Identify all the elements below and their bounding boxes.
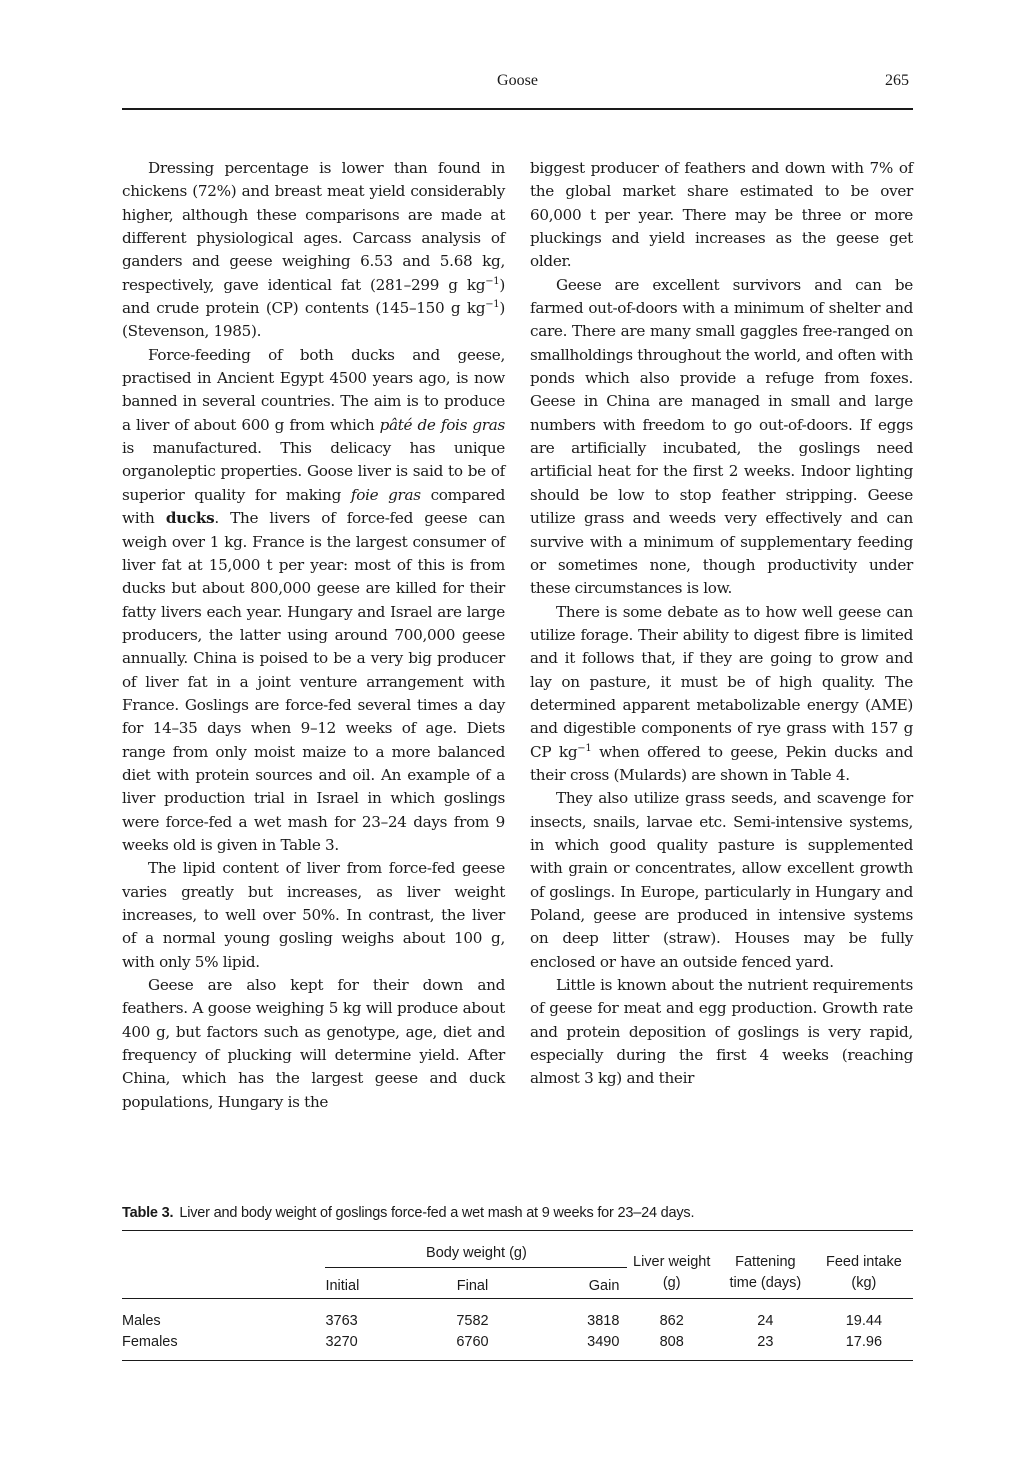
- paragraph: Dressing percentage is lower than found in chickens (72%) and breast meat yield considerably higher, although these comparisons are made at different physiological ages. Carcass analysis of ganders and geese weighing 6.53 and 5.68 kg, respectively, gave identical fat (281–299 g $kg^{-1}$) and crude protein (CP) contents (145–150 g $kg^{-1}$) (Stevenson, 1985).: [122, 159, 505, 341]
- liver-weight-header: Liver weight (g): [633, 1254, 711, 1291]
- row-label: Females: [122, 1333, 178, 1350]
- row-label: Males: [122, 1312, 161, 1329]
- table-label: Table 3.: [122, 1205, 174, 1221]
- fattening-value: 24: [757, 1312, 774, 1329]
- gain-header: Gain: [588, 1278, 620, 1294]
- running-header: [122, 68, 913, 96]
- liver-value: 862: [659, 1312, 684, 1329]
- gain-value: 3818: [587, 1312, 620, 1329]
- paragraph: Geese are also kept for their down and feathers. A goose weighing 5 kg will produce about 400 g, but factors such as genotype, age, diet and frequency of plucking will determine yield. After China, which has the largest geese and duck populations, Hungary is the: [122, 976, 505, 1111]
- body-weight-header: Body weight (g): [325, 1231, 627, 1268]
- page-number: 265: [885, 72, 909, 89]
- right-column: [530, 157, 913, 1091]
- paragraph: They also utilize grass seeds, and scavenge for insects, snails, larvae etc. Semi-intensive systems, in which good quality pasture is supplemented with grain or concentrates, allow excellent growth of goslings. In Europe, particularly in Hungary and Poland, geese are produced in intensive systems on deep litter (straw). Houses may be fully enclosed or have an outside fenced yard.: [530, 789, 913, 971]
- initial-value: 3270: [325, 1333, 358, 1350]
- left-column: [122, 157, 505, 1114]
- table-3: [122, 1205, 913, 1361]
- feed-value: 17.96: [845, 1333, 883, 1350]
- header-rule: [122, 108, 913, 110]
- paragraph: There is some debate as to how well geese can utilize forage. Their ability to digest fibre is limited and it follows that, if they are going to grow and lay on pasture, it must be of high quality. The determined apparent metabolizable energy (AME) and digestible components of rye grass with 157 g CP $kg^{-1}$ when offered to geese, Pekin ducks and their cross (Mulards) are shown in Table 4.: [530, 602, 914, 784]
- table-caption: [122, 1205, 913, 1221]
- final-header: Final: [456, 1278, 489, 1294]
- paragraph: biggest producer of feathers and down with 7% of the global market share estimated to be over 60,000 t per year. There may be three or more pluckings and yield increases as the geese get older.: [530, 159, 913, 271]
- liver-value: 808: [659, 1333, 684, 1350]
- fattening-value: 23: [757, 1333, 774, 1350]
- initial-value: 3763: [325, 1312, 358, 1329]
- initial-header: Initial: [325, 1278, 360, 1294]
- paragraph: Little is known about the nutrient requirements of geese for meat and egg production. Growth rate and protein deposition of goslings is very rapid, especially during the first 4 weeks (reaching almost 3 kg) and their: [530, 976, 913, 1088]
- final-value: 7582: [456, 1312, 489, 1329]
- paragraph: The lipid content of liver from force-fed geese varies greatly but increases, as liver weight increases, to well over 50%. In contrast, the liver of a normal young gosling weighs about 100 g, with only 5% lipid.: [122, 859, 505, 971]
- feed-value: 19.44: [845, 1312, 883, 1329]
- data-table: [122, 1230, 913, 1361]
- table-row: [122, 1331, 913, 1361]
- table-header-row: [122, 1231, 913, 1268]
- paragraph: Geese are excellent survivors and can be farmed out-of-doors with a minimum of shelter and care. There are many small gaggles free-ranged on smallholdings throughout the world, and often with ponds which also provide a refuge from foxes. Geese in China are managed in small and large numbers with freedom to go out-of-doors. If eggs are artificially incubated, the goslings need artificial heat for the first 2 weeks. Indoor lighting should be low to stop feather stripping. Geese utilize grass and weeds very effectively and can survive with a minimum of supplementary feeding or sometimes none, though productivity under these circumstances is low.: [530, 275, 913, 598]
- gain-value: 3490: [587, 1333, 620, 1350]
- feed-intake-header: Feed intake (kg): [826, 1254, 902, 1291]
- table-caption-text: Liver and body weight of goslings force-fed a wet mash at 9 weeks for 23–24 days.: [179, 1205, 695, 1221]
- fattening-time-header: Fattening time (days): [729, 1254, 802, 1291]
- running-title: Goose: [497, 72, 538, 89]
- final-value: 6760: [456, 1333, 489, 1350]
- paragraph: Force-feeding of both ducks and geese, practised in Ancient Egypt 4500 years ago, is now banned in several countries. The aim is to produce a liver of about 600 g from which pâté de fois gras is manufactured. This delicacy has unique organoleptic properties. Goose liver is said to be of superior quality for making foie gras compared with ducks. The livers of force-fed geese can weigh over 1 kg. France is the largest consumer of liver fat at 15,000 t per year: most of this is from ducks but about 800,000 geese are killed for their fatty livers each year. Hungary and Israel are large producers, the latter using around 700,000 geese annually. China is poised to be a very big producer of liver fat in a joint venture arrangement with France. Goslings are force-fed several times a day for 14–35 days when 9–12 weeks of age. Diets range from only moist maize to a more balanced diet with protein sources and oil. An example of a liver production trial in Israel in which goslings were force-fed a wet mash for 23–24 days from 9 weeks old is given in Table 3.: [122, 345, 506, 854]
- table-row: [122, 1299, 913, 1332]
